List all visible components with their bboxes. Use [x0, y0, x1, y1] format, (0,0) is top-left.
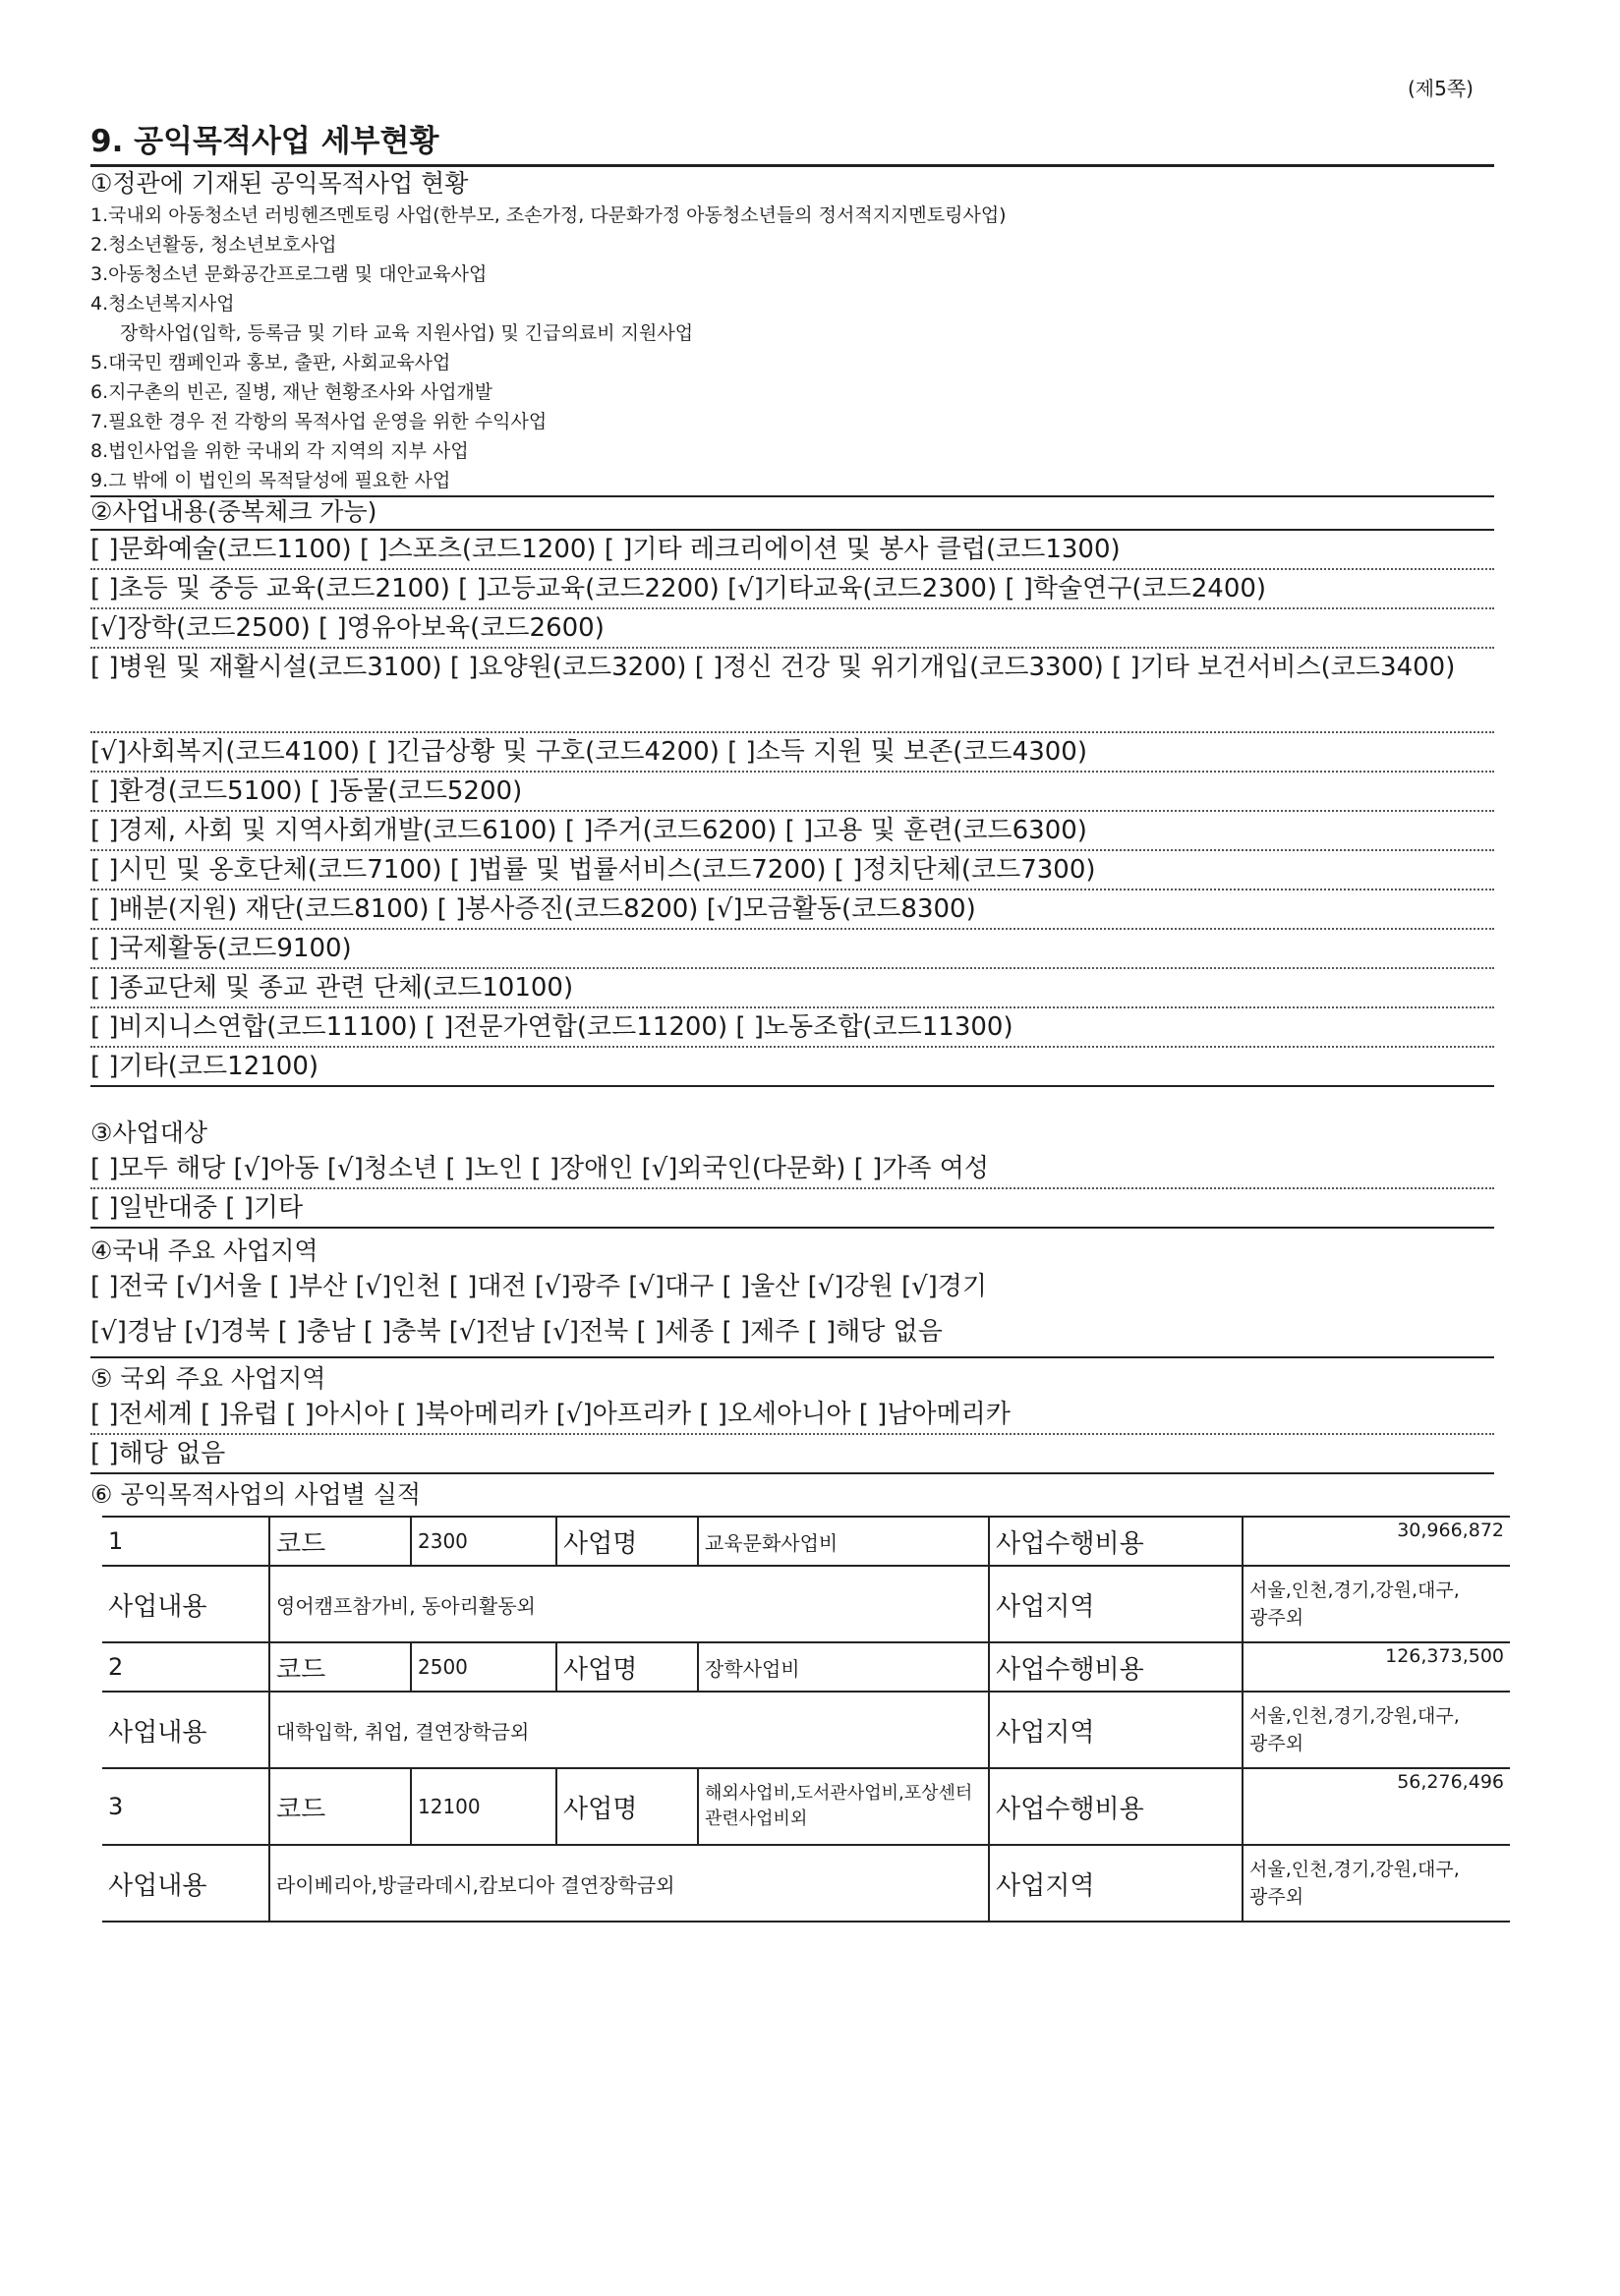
content-row: [ ]병원 및 재활시설(코드3100) [ ]요양원(코드3200) [ ]정신 건강 및 위기개입(코드3300) [ ]기타 보건서비스(코드3400)	[90, 649, 1494, 733]
content-label: 사업내용	[102, 1566, 269, 1642]
cost-label: 사업수행비용	[989, 1768, 1243, 1845]
target-row: [ ]일반대중 [ ]기타	[90, 1189, 1494, 1229]
section-title-wrap	[90, 116, 1494, 167]
content-row: [ ]초등 및 중등 교육(코드2100) [ ]고등교육(코드2200) [√]기타교육(코드2300) [ ]학술연구(코드2400)	[90, 570, 1494, 609]
content-row: [ ]경제, 사회 및 지역사회개발(코드6100) [ ]주거(코드6200) [ ]고용 및 훈련(코드6300)	[90, 812, 1494, 851]
article-item: 5.대국민 캠페인과 홍보, 출판, 사회교육사업	[90, 352, 451, 373]
article-item: 2.청소년활동, 청소년보호사업	[90, 234, 337, 256]
article-item: 9.그 밖에 이 법인의 목적달성에 필요한 사업	[90, 466, 1494, 497]
content-row: [ ]문화예술(코드1100) [ ]스포츠(코드1200) [ ]기타 레크리에이션 및 봉사 클럽(코드1300)	[90, 531, 1494, 570]
region-line: 서울,인천,경기,강원,대구,	[1249, 1579, 1460, 1601]
content-row: [ ]국제활동(코드9100)	[90, 930, 1494, 969]
article-item: 4.청소년복지사업	[90, 293, 235, 315]
overseas-row: [ ]전세계 [ ]유럽 [ ]아시아 [ ]북아메리카 [√]아프리카 [ ]오세아니아 [ ]남아메리카	[90, 1396, 1494, 1435]
articles-heading: ①정관에 기재된 공익목적사업 현황	[90, 169, 469, 198]
content-row: [ ]비지니스연합(코드11100) [ ]전문가연합(코드11200) [ ]노동조합(코드11300)	[90, 1008, 1494, 1048]
cost-label: 사업수행비용	[989, 1642, 1243, 1692]
name-value: 해외사업비,도서관사업비,포상센터관련사업비외	[698, 1768, 989, 1845]
content-row: [ ]환경(코드5100) [ ]동물(코드5200)	[90, 773, 1494, 812]
content-row: [√]장학(코드2500) [ ]영유아보육(코드2600)	[90, 609, 1494, 649]
code-label: 코드	[269, 1768, 411, 1845]
code-label: 코드	[269, 1517, 411, 1566]
target-section	[90, 1117, 1494, 1229]
overseas-heading: ⑤ 국외 주요 사업지역	[90, 1364, 326, 1393]
code-value: 2300	[411, 1517, 556, 1566]
cost-label: 사업수행비용	[989, 1517, 1243, 1566]
code-value: 12100	[411, 1768, 556, 1845]
page-number: (제5쪽)	[1408, 77, 1474, 100]
content-value: 영어캠프참가비, 동아리활동외	[269, 1566, 989, 1642]
article-item: 8.법인사업을 위한 국내외 각 지역의 지부 사업	[90, 440, 469, 462]
table-row	[102, 1845, 1510, 1922]
article-item: 3.아동청소년 문화공간프로그램 및 대안교육사업	[90, 263, 488, 285]
region-line: 광주외	[1249, 1607, 1304, 1629]
cost-value: 126,373,500	[1243, 1642, 1510, 1692]
entry-number: 1	[102, 1517, 269, 1566]
name-label: 사업명	[556, 1642, 698, 1692]
code-label: 코드	[269, 1642, 411, 1692]
region-line: 서울,인천,경기,강원,대구,	[1249, 1859, 1460, 1880]
table-row	[102, 1692, 1510, 1768]
code-value: 2500	[411, 1642, 556, 1692]
performance-heading: ⑥ 공익목적사업의 사업별 실적	[90, 1480, 422, 1509]
article-item: 7.필요한 경우 전 각항의 목적사업 운영을 위한 수익사업	[90, 411, 548, 432]
target-heading: ③사업대상	[90, 1119, 208, 1147]
region-label: 사업지역	[989, 1566, 1243, 1642]
domestic-row: [ ]전국 [√]서울 [ ]부산 [√]인천 [ ]대전 [√]광주 [√]대구 [ ]울산 [√]강원 [√]경기	[90, 1272, 988, 1301]
entry-number: 2	[102, 1642, 269, 1692]
domestic-heading: ④국내 주요 사업지역	[90, 1236, 318, 1265]
article-item: 1.국내외 아동청소년 러빙헨즈멘토링 사업(한부모, 조손가정, 다문화가정 아동청소년들의 정서적지지멘토링사업)	[90, 204, 1007, 226]
overseas-row: [ ]해당 없음	[90, 1435, 1494, 1474]
business-content-heading: ②사업내용(중복체크 가능)	[90, 495, 1494, 531]
article-item: 장학사업(입학, 등록금 및 기타 교육 지원사업) 및 긴급의료비 지원사업	[120, 322, 694, 344]
table-row	[102, 1517, 1510, 1566]
performance-section	[90, 1478, 1494, 1512]
page-title: 9. 공익목적사업 세부현황	[90, 124, 439, 159]
table-row	[102, 1642, 1510, 1692]
name-label: 사업명	[556, 1517, 698, 1566]
region-value	[1243, 1692, 1510, 1768]
content-row: [ ]시민 및 옹호단체(코드7100) [ ]법률 및 법률서비스(코드7200) [ ]정치단체(코드7300)	[90, 851, 1494, 890]
content-value: 라이베리아,방글라데시,캄보디아 결연장학금외	[269, 1845, 989, 1922]
overseas-section	[90, 1362, 1494, 1474]
name-value: 장학사업비	[698, 1642, 989, 1692]
region-value	[1243, 1845, 1510, 1922]
region-label: 사업지역	[989, 1692, 1243, 1768]
content-row: [ ]배분(지원) 재단(코드8100) [ ]봉사증진(코드8200) [√]모금활동(코드8300)	[90, 890, 1494, 930]
domestic-section	[90, 1234, 1494, 1358]
content-row: [ ]기타(코드12100)	[90, 1048, 1494, 1087]
business-content-section	[90, 495, 1494, 1087]
region-line: 서울,인천,경기,강원,대구,	[1249, 1705, 1460, 1727]
content-row: [√]사회복지(코드4100) [ ]긴급상황 및 구호(코드4200) [ ]소득 지원 및 보존(코드4300)	[90, 733, 1494, 773]
region-value	[1243, 1566, 1510, 1642]
region-label: 사업지역	[989, 1845, 1243, 1922]
cost-value: 56,276,496	[1243, 1768, 1510, 1845]
performance-table	[102, 1516, 1510, 1923]
content-label: 사업내용	[102, 1692, 269, 1768]
content-row: [ ]종교단체 및 종교 관련 단체(코드10100)	[90, 969, 1494, 1008]
name-value: 교육문화사업비	[698, 1517, 989, 1566]
table-row	[102, 1768, 1510, 1845]
cost-value: 30,966,872	[1243, 1517, 1510, 1566]
domestic-row: [√]경남 [√]경북 [ ]충남 [ ]충북 [√]전남 [√]전북 [ ]세종 [ ]제주 [ ]해당 없음	[90, 1313, 1494, 1358]
table-row	[102, 1566, 1510, 1642]
content-value: 대학입학, 취업, 결연장학금외	[269, 1692, 989, 1768]
entry-number: 3	[102, 1768, 269, 1845]
articles-section	[90, 167, 1494, 497]
name-label: 사업명	[556, 1768, 698, 1845]
article-item: 6.지구촌의 빈곤, 질병, 재난 현황조사와 사업개발	[90, 381, 493, 403]
content-label: 사업내용	[102, 1845, 269, 1922]
target-row: [ ]모두 해당 [√]아동 [√]청소년 [ ]노인 [ ]장애인 [√]외국인(다문화) [ ]가족 여성	[90, 1150, 1494, 1189]
region-line: 광주외	[1249, 1733, 1304, 1754]
region-line: 광주외	[1249, 1886, 1304, 1908]
